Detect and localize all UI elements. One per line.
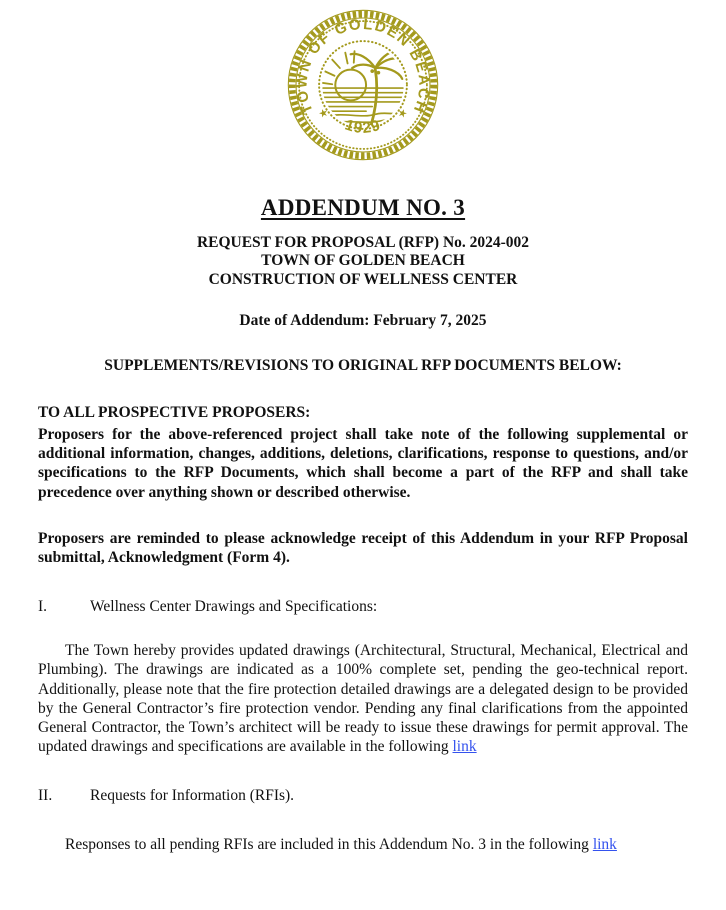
section-2-text: Responses to all pending RFIs are included in this Addendum No. 3 in the following: [65, 836, 593, 854]
to-proposers-heading: TO ALL PROSPECTIVE PROPOSERS:: [38, 403, 311, 421]
section-1-body: [38, 641, 688, 756]
subtitle-line-rfp: REQUEST FOR PROPOSAL (RFP) No. 2024-002: [196, 234, 530, 251]
section-2-heading: [38, 787, 688, 805]
notice-paragraph: Proposers for the above-referenced project shall take note of the following supplemental or additional information, changes, additions, deletions, clarifications, response to questions, and/or specifications to the RFP Documents, which shall become a part of the RFP and shall take precedence over anything shown or described otherwise.: [38, 425, 688, 501]
page-title: [38, 195, 688, 221]
section-2-title: Requests for Information (RFIs).: [90, 787, 295, 805]
seal-year: 1929: [342, 116, 384, 137]
supplements-heading: SUPPLEMENTS/REVISIONS TO ORIGINAL RFP DOCUMENTS BELOW:: [104, 356, 622, 374]
star-left-icon: ★: [316, 105, 331, 121]
page-title-text: ADDENDUM NO. 3: [260, 195, 466, 220]
addendum-date: Date of Addendum: February 7, 2025: [239, 311, 487, 329]
section-1-heading: [38, 598, 688, 616]
subtitle-block: [38, 234, 688, 289]
sun-rays: [321, 51, 354, 84]
rfis-link[interactable]: link: [592, 836, 617, 854]
sun-icon: [335, 70, 366, 101]
section-1-numeral: I.: [38, 598, 48, 616]
section-1-title: Wellness Center Drawings and Specifications:: [90, 598, 378, 616]
seal-beach-scene: [321, 50, 404, 127]
seal-ring-text: TOWN OF GOLDEN BEACH: [293, 15, 433, 117]
document-page: [0, 5, 726, 910]
star-right-icon: ★: [395, 105, 410, 121]
subtitle-line-project: CONSTRUCTION OF WELLNESS CENTER: [208, 270, 518, 288]
drawings-link[interactable]: link: [452, 738, 477, 756]
reminder-paragraph: Proposers are reminded to please acknowledge receipt of this Addendum in your RFP Proposal submittal, Acknowledgment (Form 4).: [38, 529, 688, 566]
section-1-text: The Town hereby provides updated drawings (Architectural, Structural, Mechanical, Electrical and Plumbing). The drawings are indicated as a 100% complete set, pending the geo-technical report. Additionally, please note that the fire protection detailed drawings are a delegated design to be provided by the General Contractor’s fire protection vendor. Pending any final clarifications from the appointed General Contractor, the Town’s architect will be ready to issue these drawings for permit approval. The updated drawings and specifications are available in the following: [38, 642, 688, 756]
section-2-body: [38, 835, 688, 854]
town-seal: [286, 5, 440, 165]
ocean-lines: [323, 88, 403, 111]
subtitle-line-town: TOWN OF GOLDEN BEACH: [261, 252, 465, 270]
section-2-numeral: II.: [38, 787, 53, 805]
town-seal-graphic: [286, 5, 440, 165]
